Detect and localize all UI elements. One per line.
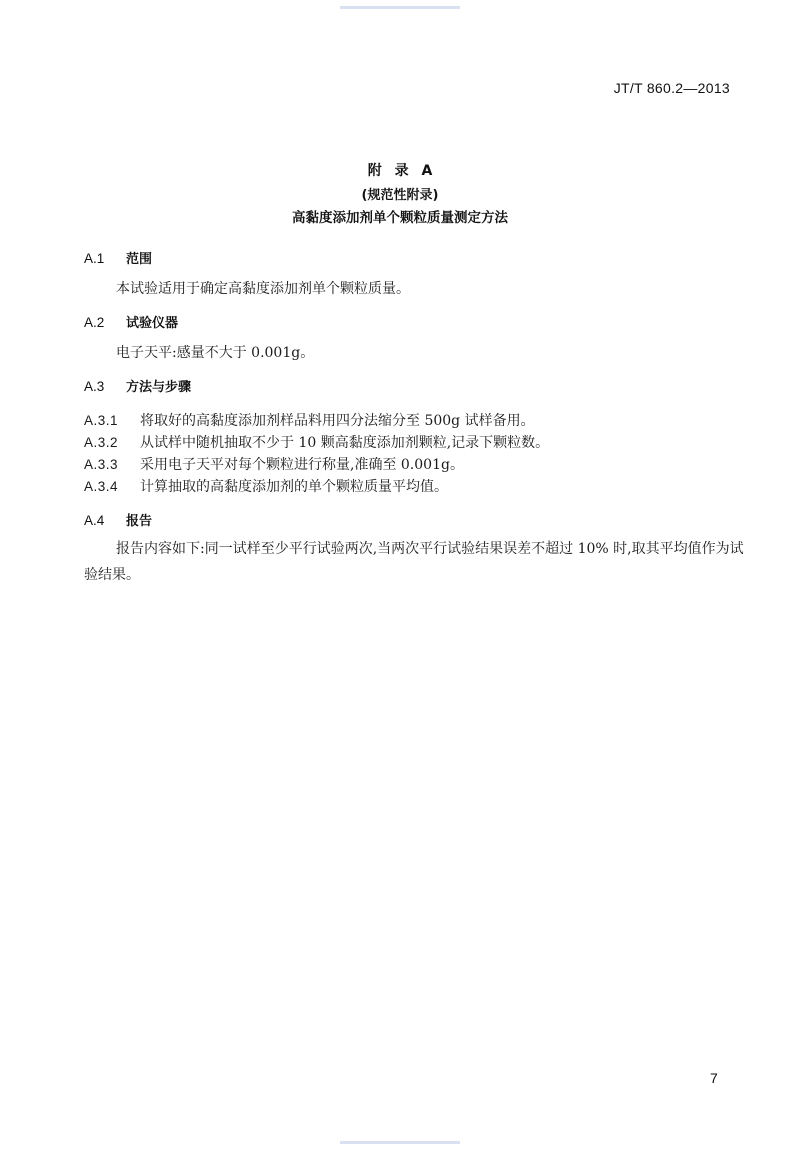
- section-text-a4: 报告内容如下:同一试样至少平行试验两次,当两次平行试验结果误差不超过 10% 时,取其平均值作为试验结果。: [84, 541, 744, 583]
- section-number: A.2: [84, 315, 105, 330]
- step-text: 将取好的高黏度添加剂样品料用四分法缩分至 500g 试样备用。: [140, 413, 535, 429]
- step-text: 从试样中随机抽取不少于 10 颗高黏度添加剂颗粒,记录下颗粒数。: [140, 435, 550, 451]
- step-a3-4: [84, 476, 448, 496]
- section-heading-a3: [84, 376, 191, 395]
- page-number: 7: [710, 1070, 718, 1086]
- annex-title: 附 录 A: [367, 163, 433, 179]
- step-text: 采用电子天平对每个颗粒进行称量,准确至 0.001g。: [140, 457, 464, 473]
- step-number: A.3.2: [84, 435, 119, 450]
- section-title: 方法与步骤: [126, 380, 192, 395]
- section-number: A.1: [84, 251, 105, 266]
- annex-name: 高黏度添加剂单个颗粒质量测定方法: [292, 210, 508, 226]
- standard-code: JT/T 860.2—2013: [613, 80, 730, 96]
- section-title: 试验仪器: [126, 316, 179, 331]
- step-number: A.3.1: [84, 413, 119, 428]
- step-number: A.3.3: [84, 457, 119, 472]
- section-text-a1: 本试验适用于确定高黏度添加剂单个颗粒质量。: [116, 281, 410, 297]
- section-number: A.3: [84, 379, 105, 394]
- step-a3-2: [84, 432, 549, 452]
- watermark-top: [340, 6, 460, 9]
- section-heading-a1: [84, 248, 152, 267]
- watermark-bottom: [340, 1141, 460, 1144]
- section-title: 报告: [126, 514, 153, 529]
- section-heading-a4: [84, 510, 152, 529]
- step-number: A.3.4: [84, 479, 119, 494]
- step-a3-3: [84, 454, 464, 474]
- step-a3-1: [84, 410, 535, 430]
- annex-type: (规范性附录): [361, 188, 439, 203]
- section-text-a2: 电子天平:感量不大于 0.001g。: [116, 345, 315, 361]
- section-heading-a2: [84, 312, 178, 331]
- step-text: 计算抽取的高黏度添加剂的单个颗粒质量平均值。: [140, 479, 448, 495]
- section-number: A.4: [84, 513, 105, 528]
- section-title: 范围: [126, 252, 153, 267]
